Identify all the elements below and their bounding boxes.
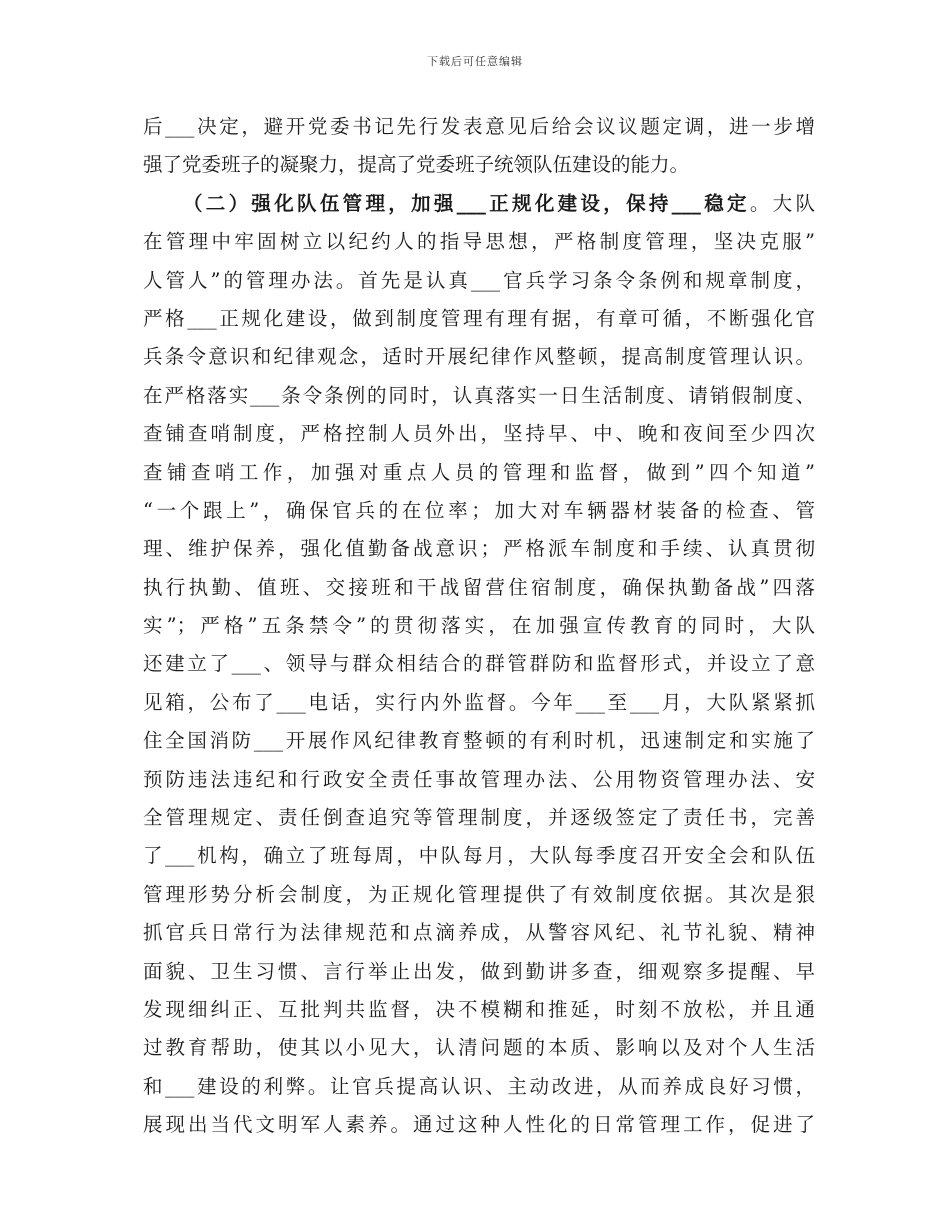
text-line: 过教育帮助，使其以小见大，认清问题的本质、影响以及对个人生活: [143, 1036, 815, 1060]
text-line: 后___决定，避开党委书记先行发表意见后给会议议题定调，进一步增: [143, 115, 815, 138]
section-heading-line: [143, 185, 815, 223]
text-line: 发现细纠正、互批判共监督，决不模糊和推延，时刻不放松，并且通: [143, 997, 815, 1021]
text-line: 了___机构，确立了班每周，中队每月，大队每季度召开安全会和队伍: [143, 844, 815, 868]
text-line: “一个跟上”，确保官兵的在位率；加大对车辆器材装备的检查、管: [143, 498, 815, 522]
text-line: 在管理中牢固树立以纪约人的指导思想，严格制度管理，坚决克服”: [143, 230, 815, 254]
page-header: 下载后可任意编辑: [427, 55, 523, 68]
text-line: 实”；严格”五条禁令”的贯彻落实，在加强宣传教育的同时，大队: [143, 614, 815, 638]
text-line: 人管人”的管理办法。首先是认真___官兵学习条令条例和规章制度，: [143, 268, 815, 292]
text-line: 查铺查哨工作，加强对重点人员的管理和监督，做到”四个知道”: [143, 460, 815, 484]
text-line: 还建立了___、领导与群众相结合的群管群防和监督形式，并设立了意: [143, 652, 815, 676]
text-line: 全管理规定、责任倒查追究等管理制度，并逐级签定了责任书，完善: [143, 806, 815, 830]
text-line: 面貌、卫生习惯、言行举止出发，做到勤讲多查，细观察多提醒、早: [143, 959, 815, 983]
text-line: 理、维护保养，强化值勤备战意识；严格派车制度和手续、认真贯彻: [143, 537, 815, 561]
text-run: 。大队: [749, 191, 815, 215]
text-line: 抓官兵日常行为法律规范和点滴养成，从警容风纪、礼节礼貌、精神: [143, 921, 815, 945]
text-line: 执行执勤、值班、交接班和干战留营住宿制度，确保执勤备战”四落: [143, 575, 815, 599]
text-line: 强了党委班子的凝聚力，提高了党委班子统领队伍建设的能力。: [143, 153, 690, 177]
text-line: 查铺查哨制度，严格控制人员外出，坚持早、中、晚和夜间至少四次: [143, 422, 815, 446]
text-line: 见箱，公布了___电话，实行内外监督。今年___至___月，大队紧紧抓: [143, 690, 815, 714]
text-line: 兵条令意识和纪律观念，适时开展纪律作风整顿，提高制度管理认识。: [143, 345, 815, 369]
text-line: 在严格落实___条令条例的同时，认真落实一日生活制度、请销假制度、: [143, 383, 815, 407]
text-line: 管理形势分析会制度，为正规化管理提供了有效制度依据。其次是狠: [143, 882, 815, 906]
text-line: 和___建设的利弊。让官兵提高认识、主动改进，从而养成良好习惯，: [143, 1074, 815, 1098]
section-heading: （二）强化队伍管理，加强___正规化建设，保持___稳定: [183, 191, 750, 215]
text-line: 预防违法违纪和行政安全责任事故管理办法、公用物资管理办法、安: [143, 767, 815, 791]
text-line: 严格___正规化建设，做到制度管理有理有据，有章可循，不断强化官: [143, 306, 815, 330]
text-line: 住全国消防___开展作风纪律教育整顿的有利时机，迅速制定和实施了: [143, 729, 815, 753]
document-body: [143, 108, 815, 1145]
text-line: 展现出当代文明军人素养。通过这种人性化的日常管理工作，促进了: [143, 1113, 815, 1137]
